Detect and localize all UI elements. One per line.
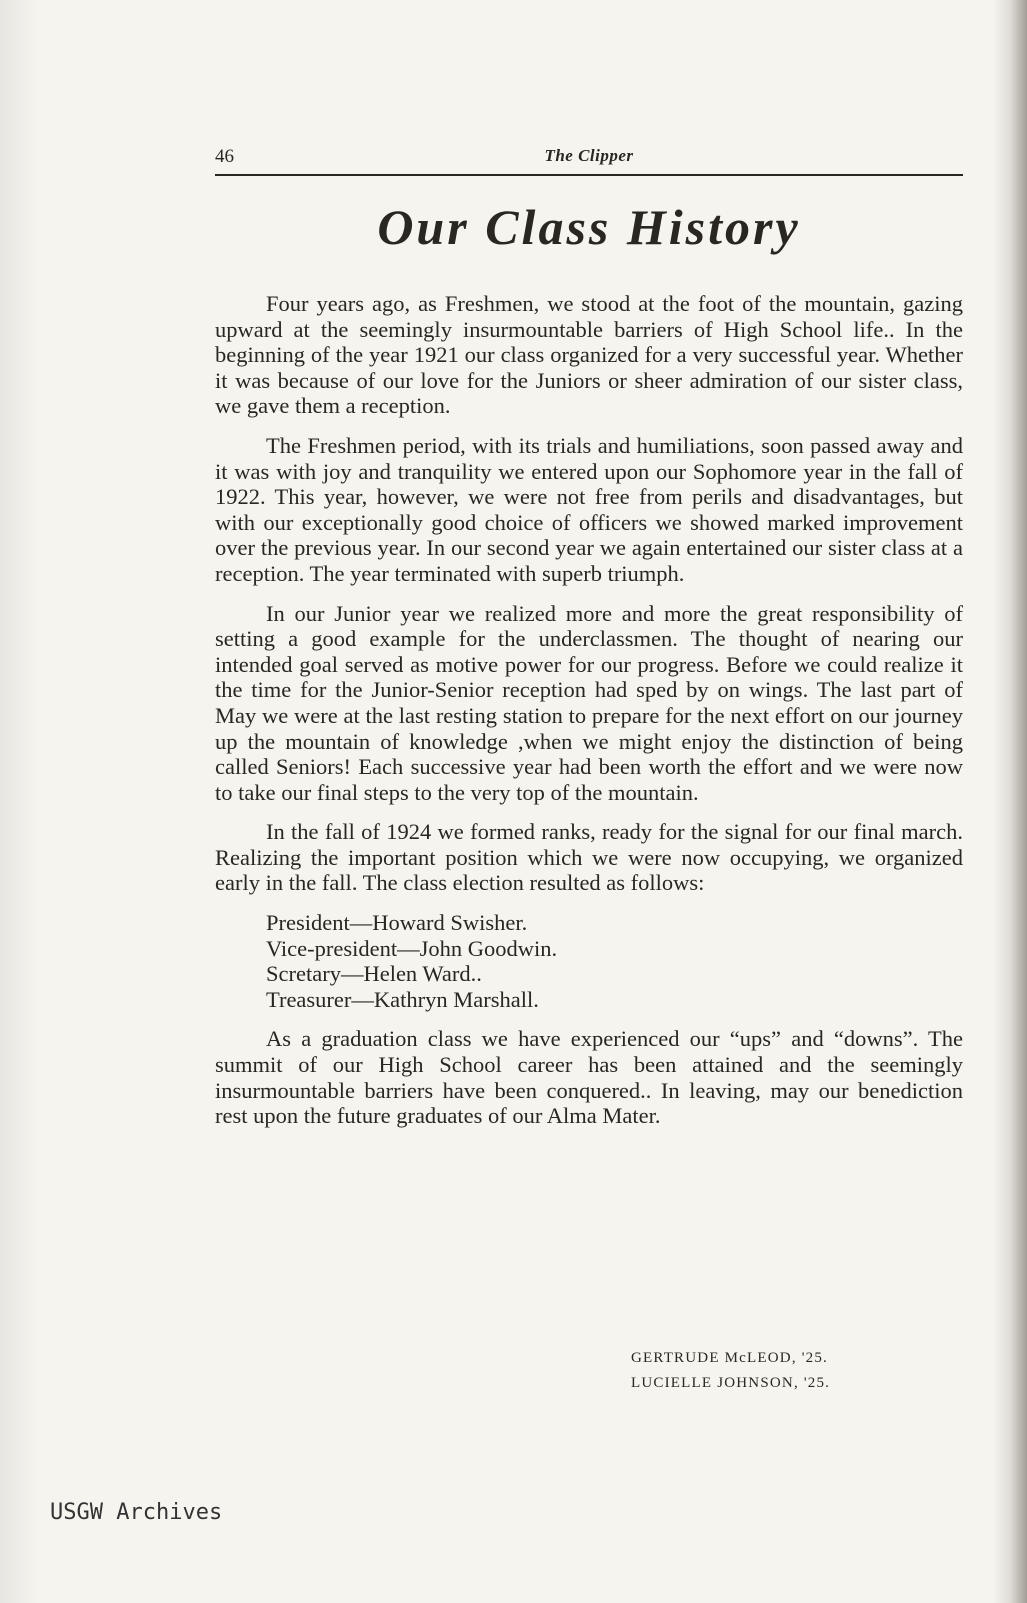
article-body [215, 291, 963, 1143]
paragraph-2: The Freshmen period, with its trials and humiliations, soon passed away and it was with joy and tranquility we entered upon our Sophomore year in the fall of 1922. This year, however, we were not free from perils and disadvantages, but with our exceptionally good choice of officers we showed marked improvement over the previous year. In our second year we again entertained our sister class at a reception. The year terminated with superb triumph. [215, 432, 963, 586]
author-signature: LUCIELLE JOHNSON, '25. [631, 1375, 831, 1391]
paragraph-4: In the fall of 1924 we formed ranks, ready for the signal for our final march. Realizing the important position which we were now occupying, we organized early in the fall. The class election resulted as follows: [215, 819, 963, 896]
author-signature: GERTRUDE McLEOD, '25. [631, 1350, 828, 1366]
paragraph-1: Four years ago, as Freshmen, we stood at the foot of the mountain, gazing upward at the seemingly insurmountable barriers of High School life.. In the beginning of the year 1921 our class organized for a very successful year. Whether it was because of our love for the Juniors or sheer admiration of our sister class, we gave them a reception. [215, 291, 963, 419]
page-edge-shadow-left [0, 0, 40, 1603]
officer-president: President—Howard Swisher. [266, 910, 528, 936]
closing-paragraph: As a graduation class we have experienced our “ups” and “downs”. The summit of our High School career has been attained and the seemingly insurmountable barriers have been conquered.. In leaving, may our benediction rest upon the future graduates of our Alma Mater. [215, 1026, 963, 1129]
officer-secretary: Scretary—Helen Ward.. [266, 961, 482, 987]
paragraph-3: In our Junior year we realized more and more the great responsibility of setting a good example for the underclassmen. The thought of nearing our intended goal served as motive power for our progress. Before we could realize it the time for the Junior-Senior reception had sped by on wings. The last part of May we were at the last resting station to prepare for the next effort on our journey up the mountain of knowledge ,when we might enjoy the distinction of being called Seniors! Each successive year had been worth the effort and we were now to take our final steps to the very top of the mountain. [215, 600, 963, 805]
officer-vice-president: Vice-president—John Goodwin. [266, 935, 558, 961]
page-edge-shadow-right [993, 0, 1027, 1603]
archive-watermark: USGW Archives [50, 1500, 223, 1525]
page-title: Our Class History [377, 199, 801, 255]
officer-treasurer: Treasurer—Kathryn Marshall. [266, 986, 539, 1012]
page-header [215, 140, 963, 176]
running-title: The Clipper [544, 146, 634, 165]
page-number: 46 [215, 146, 234, 167]
author-signatures [631, 1346, 830, 1396]
officers-list [266, 910, 963, 1012]
